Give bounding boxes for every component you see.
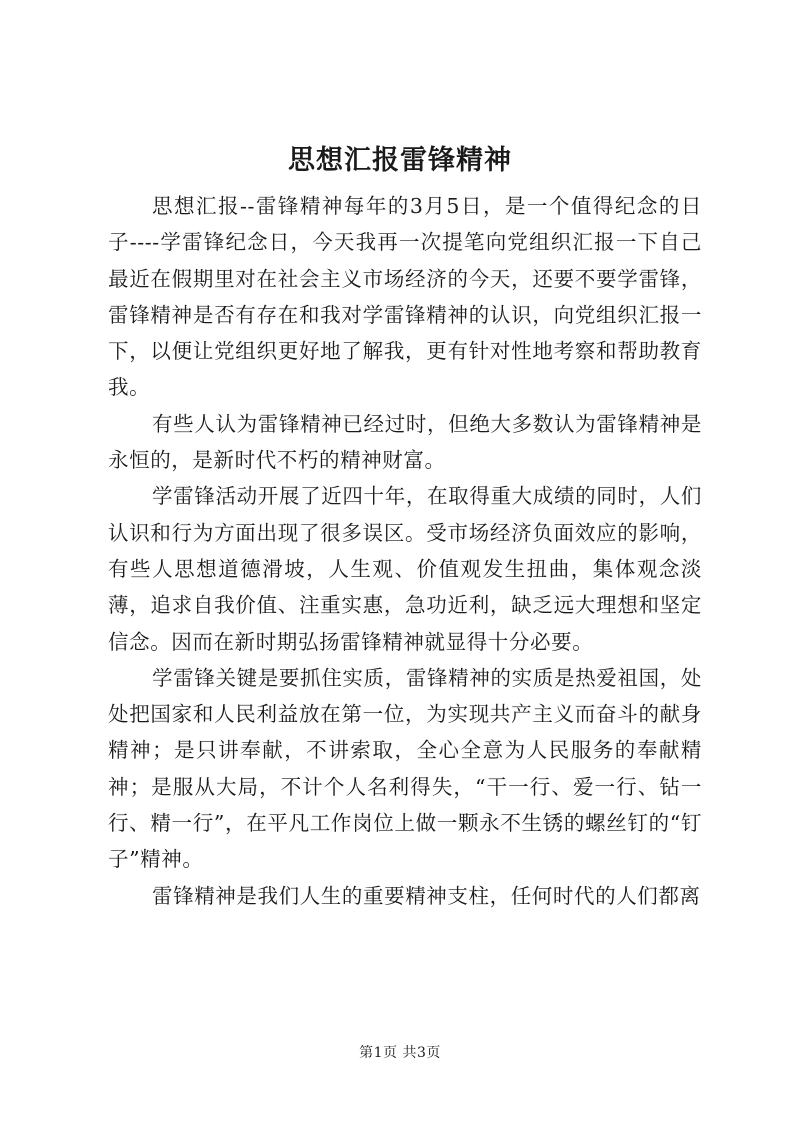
document-title: 思想汇报雷锋精神: [288, 145, 512, 176]
document-body: [108, 188, 702, 914]
paragraph-4: 学雷锋关键是要抓住实质，雷锋精神的实质是热爱祖国，处处把国家和人民利益放在第一位，为实现共产主义而奋斗的献身精神；是只讲奉献，不讲索取，全心全意为人民服务的奉献精神；是服从大局，不计个人名利得失，“干一行、爱一行、钻一行、精一行”，在平凡工作岗位上做一颗永不生锈的螺丝钉的“钉子”精神。: [108, 665, 702, 872]
paragraph-3: 学雷锋活动开展了近四十年，在取得重大成绩的同时，人们认识和行为方面出现了很多误区。受市场经济负面效应的影响，有些人思想道德滑坡，人生观、价值观发生扭曲，集体观念淡薄，追求自我价值、注重实惠，急功近利，缺乏远大理想和坚定信念。因而在新时期弘扬雷锋精神就显得十分必要。: [108, 484, 702, 654]
paragraph-2: 有些人认为雷锋精神已经过时，但绝大多数认为雷锋精神是永恒的，是新时代不朽的精神财富。: [108, 411, 702, 473]
paragraph-1: 思想汇报--雷锋精神每年的3月5日，是一个值得纪念的日子----学雷锋纪念日，今天我再一次提笔向党组织汇报一下自己最近在假期里对在社会主义市场经济的今天，还要不要学雷锋，雷锋精神是否有存在和我对学雷锋精神的认识，向党组织汇报一下，以便让党组织更好地了解我，更有针对性地考察和帮助教育我。: [108, 194, 702, 400]
paragraph-5: 雷锋精神是我们人生的重要精神支柱，任何时代的人们都离: [152, 883, 701, 908]
page-number-footer: 第1页 共3页: [359, 1045, 441, 1061]
